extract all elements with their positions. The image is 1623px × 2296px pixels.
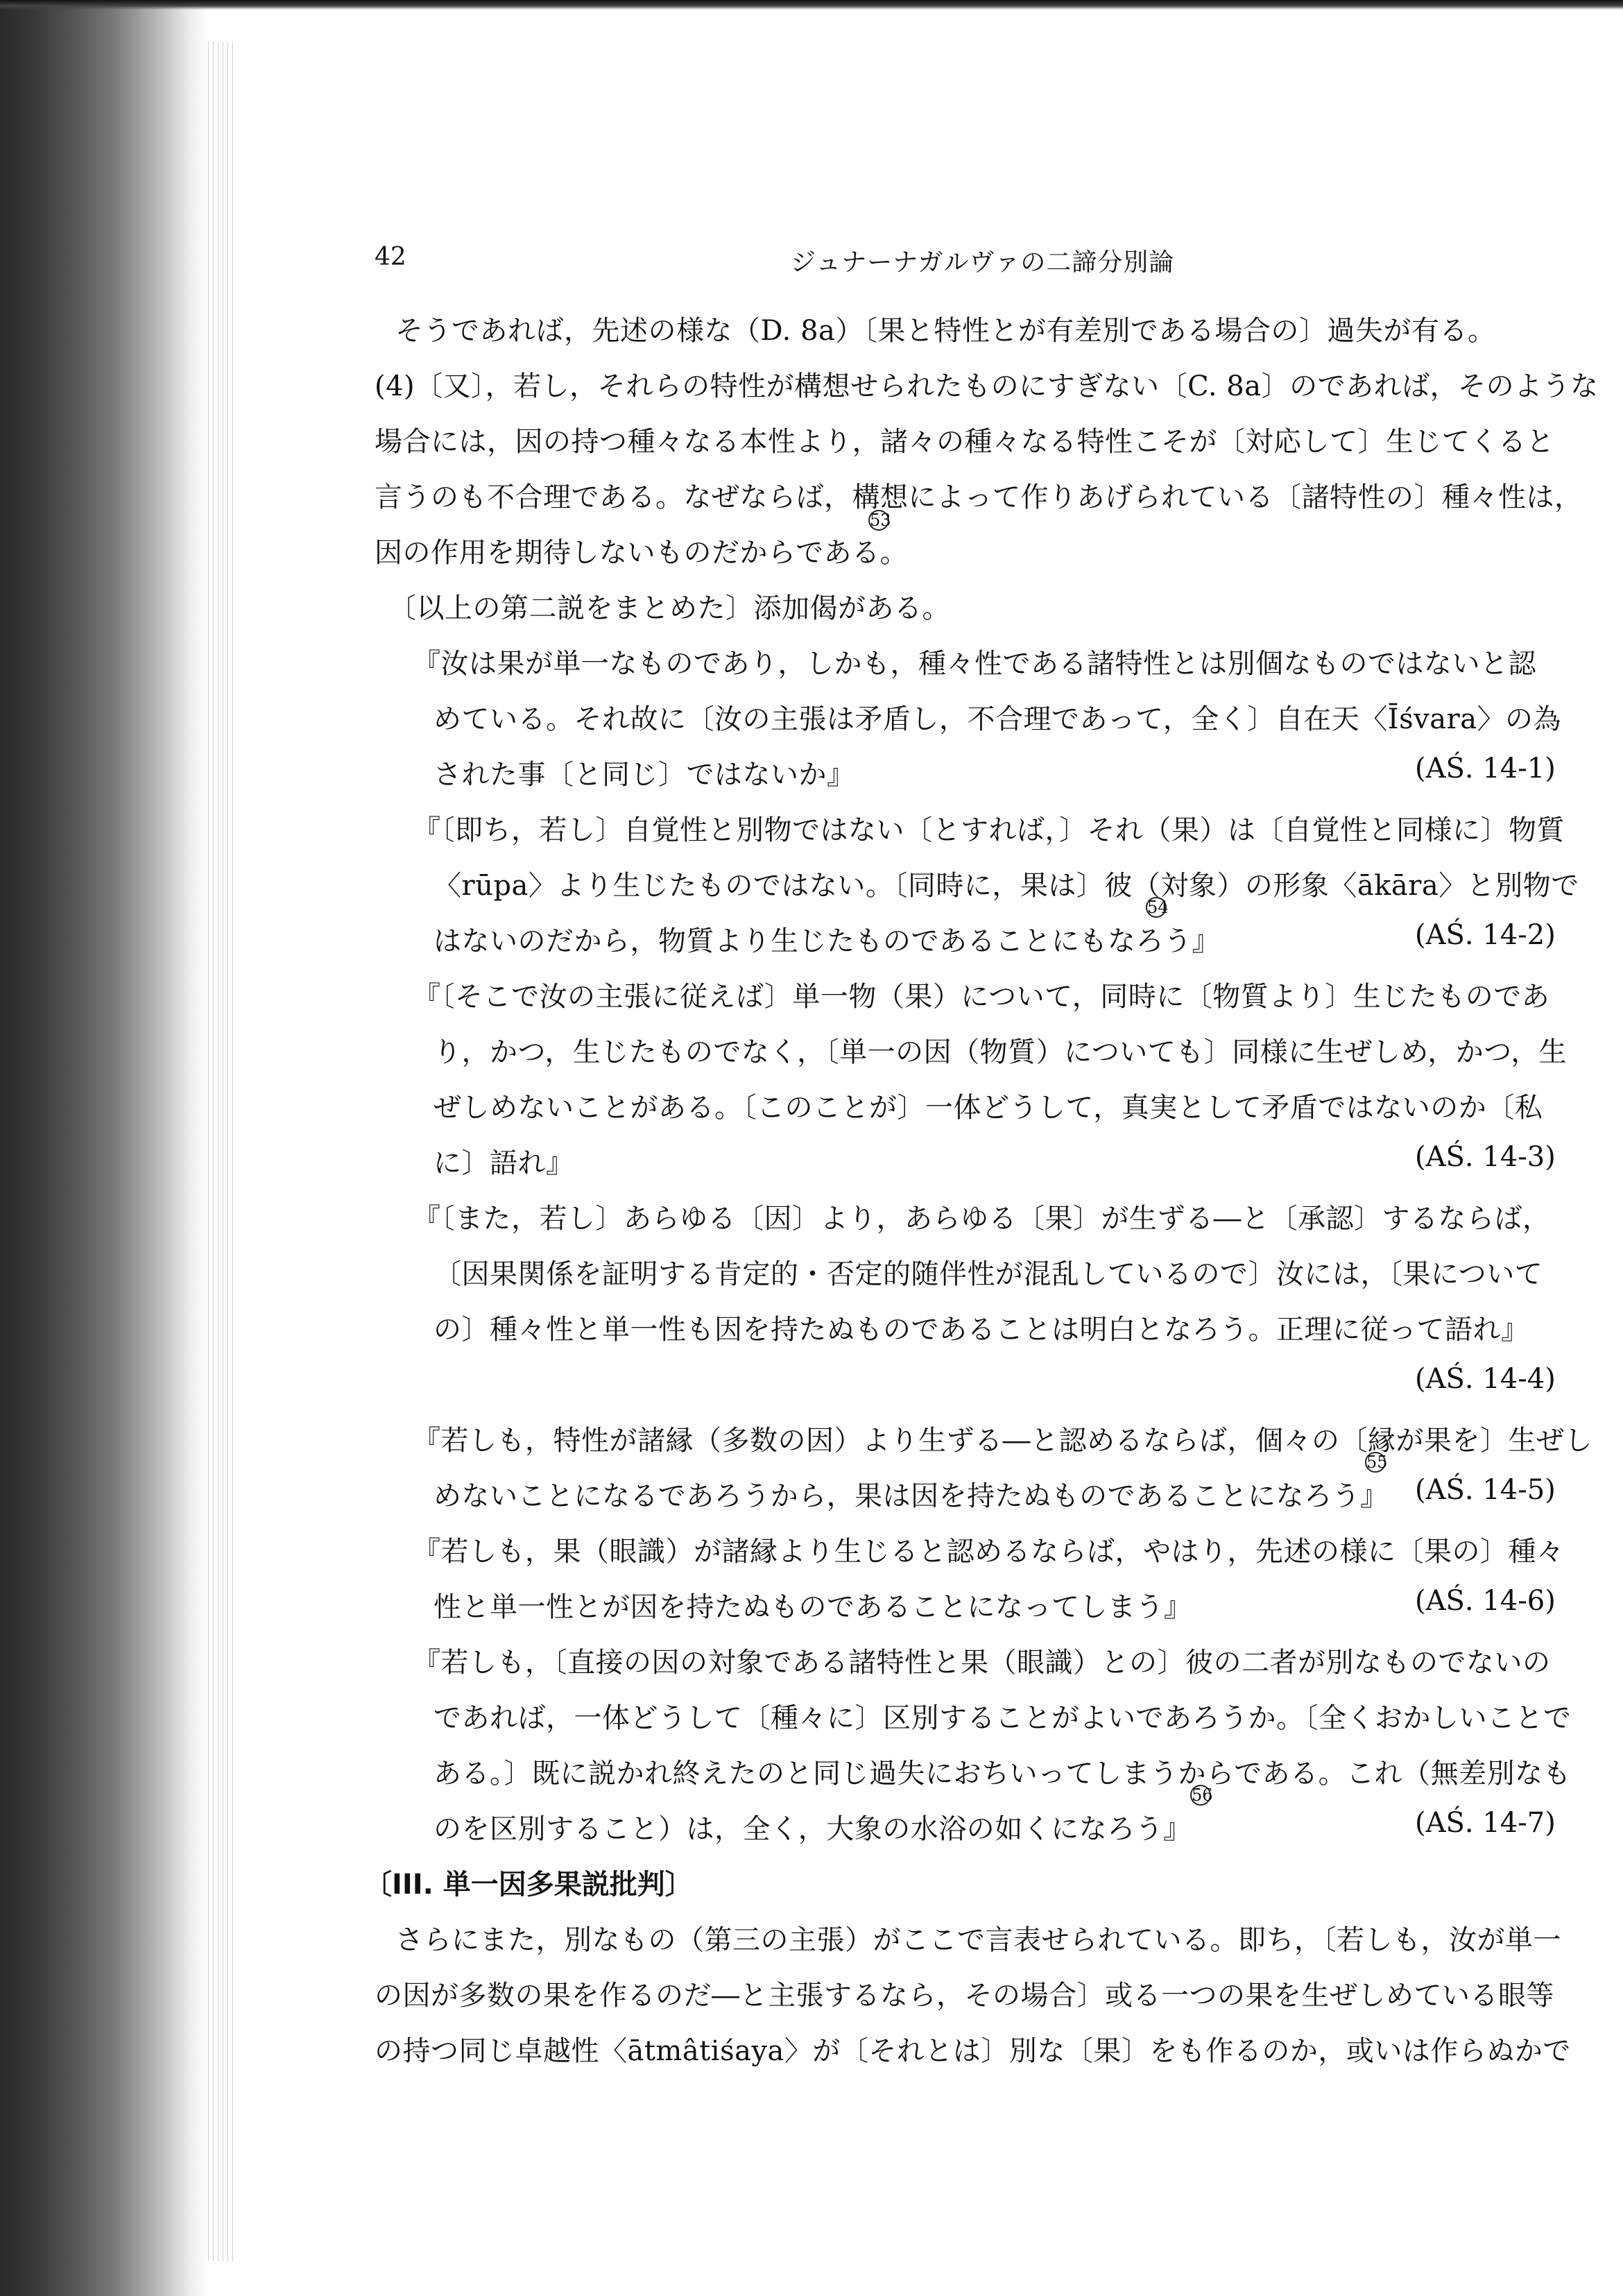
text-line: 場合には，因の持つ種々なる本性より，諸々の種々なる特性こそが〔対応して〕生じてくると	[375, 426, 1554, 458]
text-line: 言うのも不合理である。なぜならば，構想によって作りあげられている〔諸特性の〕種々性は，	[375, 481, 1583, 513]
note-marker: 54	[1147, 898, 1169, 917]
text-line: さらにまた，別なもの（第三の主張）がここで言表せられている。即ち，〔若しも，汝が単一	[395, 1924, 1561, 1956]
text-line: 〔因果関係を証明する肯定的・否定的随伴性が混乱しているので〕汝には，〔果について	[433, 1258, 1543, 1290]
text-line: 因の作用を期待しないものだからである。	[375, 537, 909, 569]
text-line: ぜしめないことがある。〔このことが〕一体どうして，真実として矛盾ではないのか〔私	[433, 1092, 1543, 1124]
note-marker: 56	[1192, 1785, 1213, 1805]
verse-reference: (AŚ. 14-6)	[1415, 1585, 1556, 1617]
text-line: 『〔また，若し〕あらゆる〔因〕より，あらゆる〔果〕が生ずる―と〔承認〕するならば，	[413, 1203, 1551, 1235]
text-line: に〕語れ』	[433, 1147, 574, 1179]
page-number: 42	[375, 243, 406, 271]
text-line: 〈rūpa〉より生じたものではない。〔同時に，果は〕彼（対象）の形象〈ākāra〉と別物で	[433, 870, 1579, 902]
text-line: 『汝は果が単一なものであり，しかも，種々性である諸特性とは別個なものではないと認	[413, 648, 1536, 680]
text-line: 『若しも，果（眼識）が諸縁より生じると認めるならば，やはり，先述の様に〔果の〕種々	[413, 1536, 1565, 1568]
text-line: の〕種々性と単一性も因を持たぬものであることは明白となろう。正理に従って語れ』	[433, 1314, 1529, 1346]
note-marker: 55	[1366, 1453, 1388, 1472]
text-line: ある。〕既に説かれ終えたのと同じ過失におちいってしまうからである。これ（無差別なも	[433, 1758, 1572, 1790]
text-line: めている。それ故に〔汝の主張は矛盾し，不合理であって，全く〕自在天〈Īśvara〉の為	[433, 703, 1562, 735]
note-marker: 53	[870, 511, 891, 530]
text-line: 『若しも，特性が諸縁（多数の因）より生ずる―と認めるならば，個々の〔縁が果を〕生ぜし	[413, 1425, 1592, 1457]
text-line: めないことになるであろうから，果は因を持たぬものであることになろう』	[433, 1480, 1389, 1512]
text-line: 『〔即ち，若し〕自覚性と別物ではない〔とすれば，〕それ（果）は〔自覚性と同様に〕物質	[413, 814, 1565, 846]
text-line: の持つ同じ卓越性〈ātmâtiśaya〉が〔それとは〕別な〔果〕をも作るのか，或いは作らぬかで	[375, 2035, 1571, 2067]
text-line: そうであれば，先述の様な（D. 8a）〔果と特性とが有差別である場合の〕過失が有る。	[395, 315, 1496, 347]
text-line: はないのだから，物質より生じたものであることにもなろう』	[433, 925, 1220, 957]
text-line: のを区別すること）は，全く，大象の水浴の如くになろう』	[433, 1813, 1192, 1845]
verse-reference: (AŚ. 14-4)	[1415, 1363, 1556, 1395]
verse-reference: (AŚ. 14-5)	[1415, 1474, 1556, 1506]
text-line: り，かつ，生じたものでなく，〔単一の因（物質）についても〕同様に生ぜしめ，かつ，生	[433, 1036, 1568, 1068]
scan-top-edge	[0, 0, 1623, 10]
text-line: であれば，一体どうして〔種々に〕区別することがよいであろうか。〔全くおかしいことで	[433, 1702, 1572, 1734]
text-line: (4)〔又〕，若し，それらの特性が構想せられたものにすぎない〔C. 8a〕のであれば，そのような	[375, 370, 1599, 402]
verse-reference: (AŚ. 14-3)	[1415, 1141, 1556, 1173]
text-line: 『〔そこで汝の主張に従えば〕単一物（果）について，同時に〔物質より〕生じたものであ	[413, 981, 1550, 1013]
text-line: 『若しも，〔直接の因の対象である諸特性と果（眼識）との〕彼の二者が別なものでないの	[413, 1647, 1551, 1679]
verse-reference: (AŚ. 14-2)	[1415, 919, 1556, 951]
text-line: 〔以上の第二説をまとめた〕添加偈がある。	[388, 592, 950, 624]
text-line: 性と単一性とが因を持たぬものであることになってしまう』	[433, 1591, 1192, 1623]
text-line: された事〔と同じ〕ではないか』	[433, 759, 855, 791]
verse-reference: (AŚ. 14-1)	[1415, 753, 1556, 785]
page-edge-lines	[208, 42, 236, 2261]
book-spine-shadow	[0, 0, 208, 2296]
section-heading: 〔III. 単一因多果説批判〕	[364, 1869, 693, 1901]
text-line: の因が多数の果を作るのだ―と主張するなら，その場合〕或る一つの果を生ぜしめている眼等	[375, 1980, 1554, 2012]
running-title: ジュナーナガルヴァの二諦分別論	[791, 248, 1175, 277]
verse-reference: (AŚ. 14-7)	[1415, 1807, 1556, 1839]
